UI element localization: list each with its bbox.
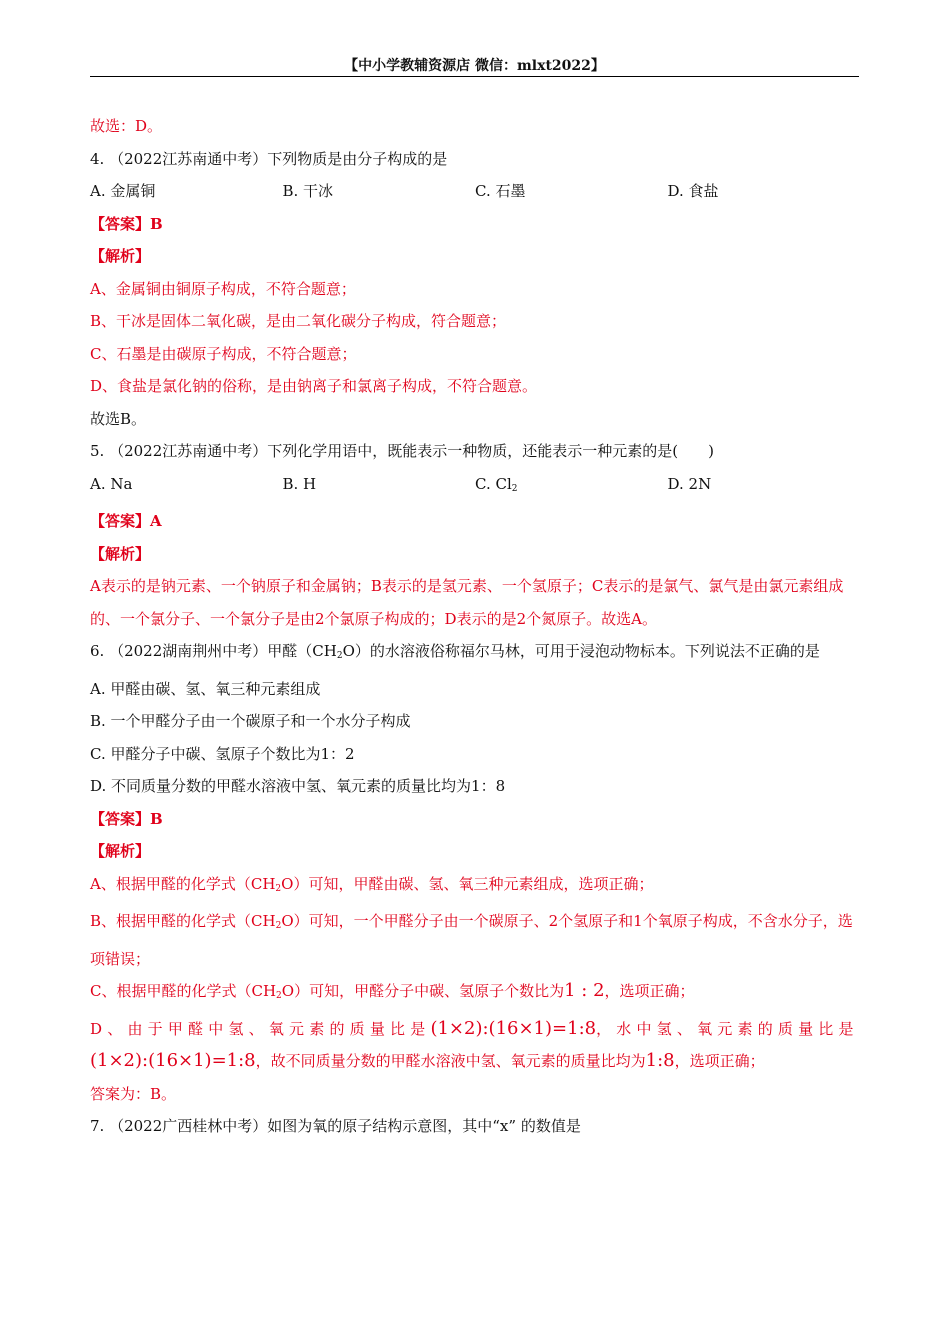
formula-suffix: O）可知， <box>281 912 354 930</box>
q5-answer: 【答案】A <box>90 512 162 530</box>
q6-analysis-a-text: 甲醛由碳、氢、氧三种元素组成，选项正确； <box>353 874 654 893</box>
q4-answer: 【答案】B <box>90 214 163 233</box>
q6-answer: 【答案】B <box>90 809 163 828</box>
q5-option-c <box>475 468 668 506</box>
formula-suffix: O）可知， <box>281 874 354 893</box>
q6-analysis-c-text-a: 甲醛分子中碳、氢原子个数比为 <box>354 982 565 1000</box>
q6-conclusion: 答案为：B。 <box>90 1084 177 1103</box>
q6-analysis-a-label: A、 <box>90 874 116 893</box>
q6-analysis-d-text-a: 由于甲醛中氢、氧元素的质量比是 <box>127 1019 431 1038</box>
q4-analysis-d: D、食盐是氯化钠的俗称，是由钠离子和氯离子构成，不符合题意。 <box>90 377 538 395</box>
q6-analysis-d-text-c: ，故不同质量分数的甲醛水溶液中氢、氧元素的质量比均为 <box>255 1052 646 1070</box>
formula-prefix: 根据甲醛的化学式（CH <box>115 874 276 893</box>
q6-option-a: A. 甲醛由碳、氢、氧三种元素组成 <box>90 679 321 698</box>
q6-option-b: B. 一个甲醛分子由一个碳原子和一个水分子构成 <box>90 712 411 730</box>
q4-options <box>90 175 860 208</box>
q6-analysis-c-label: C、 <box>90 982 117 1000</box>
q6-option-c: C. 甲醛分子中碳、氢原子个数比为1：2 <box>90 744 355 763</box>
q5-options <box>90 468 860 506</box>
q6-analysis-c-ratio: 1 : 2 <box>564 980 605 1001</box>
formula-subscript: 2 <box>275 921 282 931</box>
q6-analysis-b-label: B、 <box>90 912 117 930</box>
q6-option-d: D. 不同质量分数的甲醛水溶液中氢、氧元素的质量比均为1：8 <box>90 777 506 795</box>
formula-prefix: 根据甲醛的化学式（CH <box>116 912 276 930</box>
q5-option-a: A. Na <box>90 474 133 493</box>
q6-analysis-b-text: 一个甲醛分子由一个碳原子、2个氢原子和1个氧原子构成，不含水分子，选项错误； <box>90 912 853 968</box>
formula-suffix: O）可知， <box>281 982 355 1000</box>
formula-subscript: 2 <box>275 883 282 894</box>
q3-conclusion: 故选：D。 <box>90 117 163 135</box>
q5-option-c-text: C. Cl <box>475 474 512 493</box>
document-body <box>90 110 860 1143</box>
q6-analysis-d-expr: (1×2):(16×1)=1:8 <box>430 1017 597 1039</box>
q4-option-b: B. 干冰 <box>282 182 334 200</box>
q6-analysis-title: 【解析】 <box>90 842 151 860</box>
q6-stem-a: 6. （2022湖南荆州中考）甲醛（CH <box>90 642 337 660</box>
q5-option-b: B. H <box>282 474 317 493</box>
q6-analysis-d-line2 <box>90 1045 860 1078</box>
q5-option-c-subscript: 2 <box>511 483 518 494</box>
q5-analysis: A表示的是钠元素、一个钠原子和金属钠；B表示的是氢元素、一个氢原子；C表示的是氯气、氯气是由氯元素组成的、一个氯分子、一个氯分子是由2个氯原子构成的；D表示的是2个氮原子。故选A。 <box>90 577 844 628</box>
q5-stem: 5. （2022江苏南通中考）下列化学用语中，既能表示一种物质，还能表示一种元素的是( ) <box>90 442 714 460</box>
q7-stem: 7. （2022广西桂林中考）如图为氧的原子结构示意图，其中“x” 的数值是 <box>90 1117 581 1135</box>
q4-option-c: C. 石墨 <box>475 182 526 200</box>
page-header: 【中小学教辅资源店 微信：mlxt2022】 <box>344 58 605 74</box>
q6-analysis-a <box>90 868 860 906</box>
q5-analysis-title: 【解析】 <box>90 544 151 563</box>
q6-stem-subscript: 2 <box>336 651 343 661</box>
q6-analysis-d-text-d: ，选项正确； <box>674 1052 765 1070</box>
q6-analysis-d-ratio: 1:8 <box>645 1050 675 1071</box>
header-rule <box>90 76 859 77</box>
q4-option-d: D. 食盐 <box>667 182 719 200</box>
q6-analysis-d-text-b: ，水中氢、氧元素的质量比是 <box>596 1019 859 1038</box>
formula-subscript: 2 <box>276 991 282 1001</box>
q6-analysis-c <box>90 975 860 1013</box>
q4-analysis-c: C、石墨是由碳原子构成，不符合题意； <box>90 344 357 363</box>
q6-analysis-d-expr-2: (1×2):(16×1)=1:8 <box>90 1050 256 1071</box>
q4-option-a: A. 金属铜 <box>90 182 156 200</box>
formula-prefix: 根据甲醛的化学式（CH <box>116 982 277 1000</box>
q4-conclusion: 故选B。 <box>90 409 147 428</box>
q6-stem <box>90 635 860 673</box>
q6-analysis-b <box>90 905 860 975</box>
q6-analysis-d-line1 <box>90 1013 860 1046</box>
q6-analysis-c-text-b: ，选项正确； <box>604 982 695 1000</box>
q4-analysis-b: B、干冰是固体二氧化碳，是由二氧化碳分子构成，符合题意； <box>90 312 507 330</box>
q4-stem: 4. （2022江苏南通中考）下列物质是由分子构成的是 <box>90 149 448 168</box>
q6-analysis-d-label: D、 <box>90 1019 128 1038</box>
q4-analysis-title: 【解析】 <box>90 247 151 265</box>
q4-analysis-a: A、金属铜由铜原子构成，不符合题意； <box>90 279 356 298</box>
q5-option-d: D. 2N <box>667 474 712 493</box>
q6-stem-b: O）的水溶液俗称福尔马林，可用于浸泡动物标本。下列说法不正确的是 <box>342 642 820 660</box>
